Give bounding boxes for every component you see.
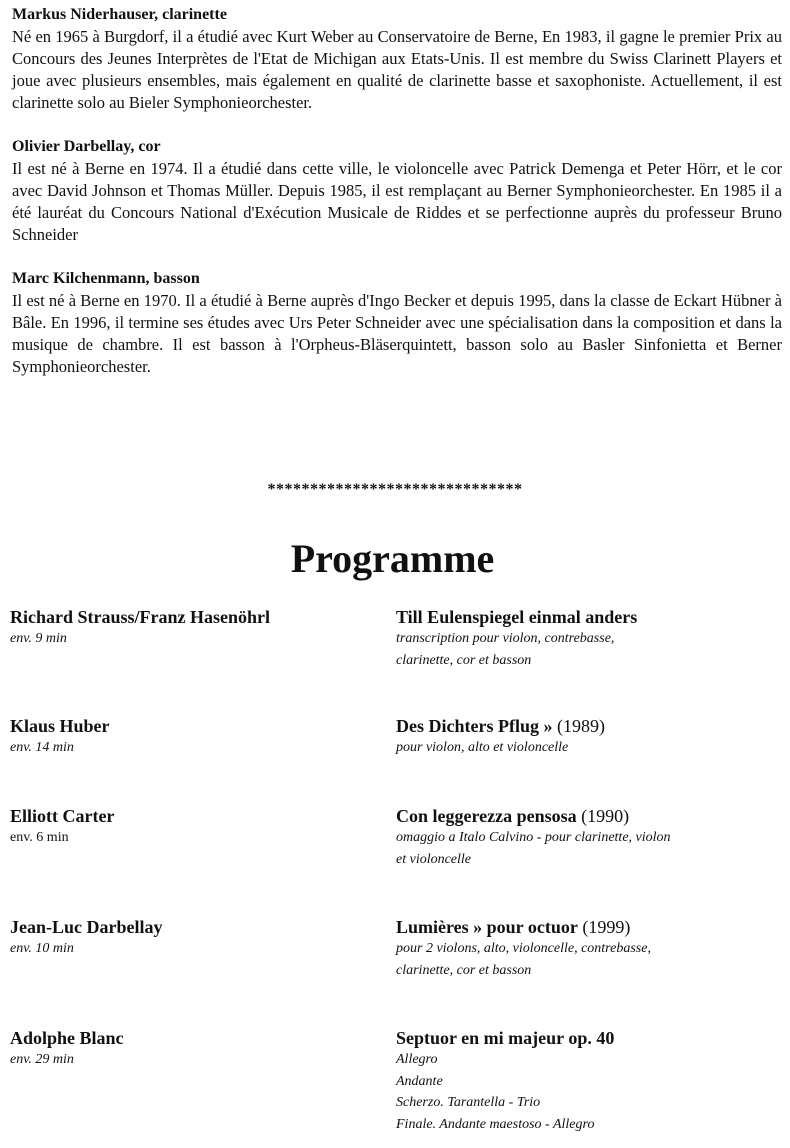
composer-block <box>10 805 380 849</box>
duration: env. 9 min <box>10 631 67 646</box>
work-year: (1989) <box>552 716 605 736</box>
composer-block <box>10 1027 380 1071</box>
movement-line: Allegro <box>396 1052 438 1067</box>
composer-name: Richard Strauss/Franz Hasenöhrl <box>10 607 271 627</box>
bio-olivier-darbellay <box>12 136 782 246</box>
bio-marc-kilchenmann <box>12 268 782 378</box>
movement-line: Andante <box>396 1073 443 1089</box>
work-block <box>396 1027 786 1135</box>
work-detail-line: clarinette, cor et basson <box>396 653 532 668</box>
work-detail-line: clarinette, cor et basson <box>396 963 532 978</box>
work-year: (1990) <box>576 806 630 826</box>
composer-name: Klaus Huber <box>10 716 110 736</box>
composer-block <box>10 606 380 650</box>
work-detail-line: pour 2 violons, alto, violoncelle, contrebasse, <box>396 941 651 956</box>
work-title <box>396 916 786 938</box>
work-year: (1999) <box>577 917 631 937</box>
duration: env. 29 min <box>10 1052 74 1067</box>
work-detail-line: omaggio a Italo Calvino - pour clarinette, violon <box>396 830 671 845</box>
composer-name: Jean-Luc Darbellay <box>10 917 163 937</box>
bio-text: Né en 1965 à Burgdorf, il a étudié avec Kurt Weber au Conservatoire de Berne, En 1983, il gagne le premier Prix au Concours des Jeunes Interprètes de l'Etat de Michigan aux Etats-Unis. Il est membre du Swiss Clarinett Players et joue avec plusieurs ensembles, mais également en qualité de clarinette basse et saxophoniste. Actuellement, il est clarinette solo au Bieler Symphonieorchester. <box>12 27 782 112</box>
work-block <box>396 606 786 672</box>
duration: env. 10 min <box>10 941 74 956</box>
bio-name: Olivier Darbellay, cor <box>12 138 161 155</box>
bio-name: Marc Kilchenmann, basson <box>12 270 200 287</box>
work-detail-line: et violoncelle <box>396 852 472 867</box>
work-detail-line: transcription pour violon, contrebasse, <box>396 631 615 646</box>
work-title-text: Lumières » pour octuor <box>396 917 578 937</box>
movement-line: Scherzo. Tarantella - Trio <box>396 1095 541 1110</box>
work-title-text: Des Dichters Pflug » <box>396 716 553 736</box>
bio-markus-niderhauser <box>12 4 782 114</box>
composer-name: Adolphe Blanc <box>10 1028 124 1048</box>
composer-block <box>10 916 380 960</box>
bio-text: Il est né à Berne en 1974. Il a étudié dans cette ville, le violoncelle avec Patrick Demenga et Peter Hörr, et le cor avec David Johnson et Thomas Müller. Depuis 1985, il est remplaçant au Berner Symphonieorchester. En 1985 il a été lauréat du Concours National d'Exécution Musicale de Riddes et se perfectionne auprès du professeur Bruno Schneider <box>12 159 782 244</box>
bio-name: Markus Niderhauser, clarinette <box>12 6 227 23</box>
work-detail-line: pour violon, alto et violoncelle <box>396 740 569 755</box>
movement-line: Finale. Andante maestoso - Allegro <box>396 1116 595 1132</box>
work-title-text: Con leggerezza pensosa <box>396 806 577 826</box>
duration: env. 14 min <box>10 740 74 755</box>
composer-name: Elliott Carter <box>10 806 115 826</box>
work-title-text: Till Eulenspiegel einmal anders <box>396 607 638 627</box>
programme-title: Programme <box>290 536 495 581</box>
work-title <box>396 1027 786 1049</box>
duration: env. 6 min <box>10 830 69 845</box>
work-title <box>396 805 786 827</box>
work-title <box>396 606 786 628</box>
biographies <box>12 4 782 400</box>
separator-stars: ****************************** <box>267 481 523 498</box>
work-block <box>396 805 786 871</box>
bio-text: Il est né à Berne en 1970. Il a étudié à Berne auprès d'Ingo Becker et depuis 1995, dans la classe de Eckart Hübner à Bâle. En 1996, il termine ses études avec Urs Peter Schneider avec une spécialisation dans la composition et dans la musique de chambre. Il est basson à l'Orpheus-Bläserquintett, basson solo au Basler Sinfonietta et Berner Symphonieorchester. <box>12 291 782 376</box>
work-block <box>396 715 786 759</box>
work-block <box>396 916 786 982</box>
work-title-text: Septuor en mi majeur op. 40 <box>396 1028 615 1048</box>
composer-block <box>10 715 380 759</box>
work-title <box>396 715 786 737</box>
